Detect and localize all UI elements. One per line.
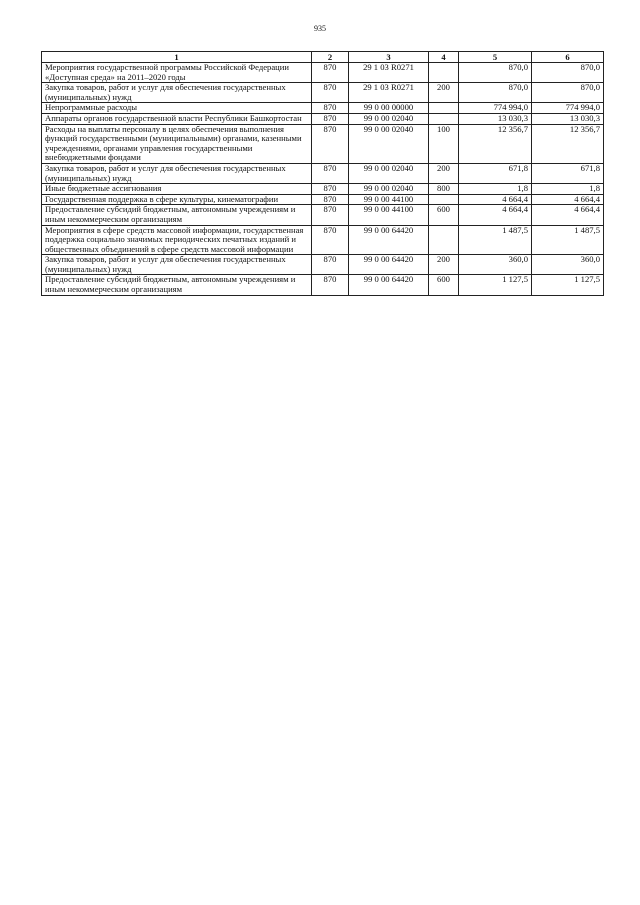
table-row [42,113,604,124]
row-sum-2019-cell: 13 030,3 [459,113,532,124]
row-vr-cell [429,63,459,83]
row-sum-2020-cell: 870,0 [532,63,604,83]
column-header: 4 [429,52,459,63]
row-sum-2019-cell: 774 994,0 [459,103,532,114]
row-sum-2020-cell: 4 664,4 [532,205,604,225]
column-header: 1 [42,52,312,63]
row-sum-2019-cell: 4 664,4 [459,205,532,225]
row-vr-cell [429,194,459,205]
column-header: 6 [532,52,604,63]
table-row [42,124,604,163]
table-row [42,83,604,103]
row-name-cell: Иные бюджетные ассигнования [42,184,312,195]
row-vr-cell [429,113,459,124]
row-sum-2020-cell: 12 356,7 [532,124,604,163]
row-csr-cell: 99 0 00 64420 [349,255,429,275]
row-csr-cell: 29 1 03 R0271 [349,83,429,103]
table-row [42,255,604,275]
row-ved-cell: 870 [312,275,349,295]
row-vr-cell: 100 [429,124,459,163]
table-header [42,52,604,63]
table-row [42,184,604,195]
table-row [42,205,604,225]
row-sum-2020-cell: 1 127,5 [532,275,604,295]
row-name-cell: Мероприятия государственной программы Российской Федерации «Доступная среда» на 2011–2020 годы [42,63,312,83]
row-ved-cell: 870 [312,225,349,255]
row-sum-2019-cell: 1 127,5 [459,275,532,295]
row-name-cell: Закупка товаров, работ и услуг для обеспечения государственных (муниципальных) нужд [42,255,312,275]
row-name-cell: Закупка товаров, работ и услуг для обеспечения государственных (муниципальных) нужд [42,163,312,183]
row-sum-2019-cell: 4 664,4 [459,194,532,205]
row-sum-2019-cell: 12 356,7 [459,124,532,163]
row-ved-cell: 870 [312,163,349,183]
row-csr-cell: 99 0 00 02040 [349,113,429,124]
budget-table [41,51,604,296]
row-vr-cell [429,225,459,255]
row-sum-2019-cell: 1,8 [459,184,532,195]
row-sum-2020-cell: 1 487,5 [532,225,604,255]
column-header: 5 [459,52,532,63]
page-number: 935 [314,24,326,33]
row-ved-cell: 870 [312,124,349,163]
row-csr-cell: 99 0 00 02040 [349,184,429,195]
row-sum-2020-cell: 1,8 [532,184,604,195]
row-vr-cell: 200 [429,255,459,275]
row-ved-cell: 870 [312,83,349,103]
header-row [42,52,604,63]
row-csr-cell: 99 0 00 44100 [349,194,429,205]
row-vr-cell: 600 [429,275,459,295]
table-row [42,275,604,295]
row-vr-cell: 200 [429,163,459,183]
row-sum-2019-cell: 671,8 [459,163,532,183]
row-csr-cell: 29 1 03 R0271 [349,63,429,83]
row-sum-2020-cell: 13 030,3 [532,113,604,124]
row-ved-cell: 870 [312,255,349,275]
row-ved-cell: 870 [312,113,349,124]
row-ved-cell: 870 [312,194,349,205]
row-name-cell: Государственная поддержка в сфере культуры, кинематографии [42,194,312,205]
row-name-cell: Расходы на выплаты персоналу в целях обеспечения выполнения функций государственными (муниципальными) органами, казенными учреждениями, органами управления государственными внебюджетными фондами [42,124,312,163]
row-name-cell: Мероприятия в сфере средств массовой информации, государственная поддержка социально значимых периодических печатных изданий и общественных объединений в сфере средств массовой информации [42,225,312,255]
column-header: 3 [349,52,429,63]
table-row [42,194,604,205]
row-csr-cell: 99 0 00 02040 [349,124,429,163]
row-sum-2019-cell: 1 487,5 [459,225,532,255]
row-sum-2019-cell: 870,0 [459,63,532,83]
row-ved-cell: 870 [312,103,349,114]
row-sum-2019-cell: 870,0 [459,83,532,103]
row-vr-cell: 800 [429,184,459,195]
row-sum-2020-cell: 870,0 [532,83,604,103]
row-csr-cell: 99 0 00 02040 [349,163,429,183]
row-vr-cell: 600 [429,205,459,225]
column-header: 2 [312,52,349,63]
row-name-cell: Предоставление субсидий бюджетным, автономным учреждениям и иным некоммерческим организациям [42,205,312,225]
row-ved-cell: 870 [312,184,349,195]
table-row [42,163,604,183]
row-csr-cell: 99 0 00 44100 [349,205,429,225]
row-vr-cell: 200 [429,83,459,103]
row-name-cell: Предоставление субсидий бюджетным, автономным учреждениям и иным некоммерческим организациям [42,275,312,295]
row-sum-2019-cell: 360,0 [459,255,532,275]
row-name-cell: Аппараты органов государственной власти Республики Башкортостан [42,113,312,124]
row-ved-cell: 870 [312,205,349,225]
row-sum-2020-cell: 774 994,0 [532,103,604,114]
row-name-cell: Непрограммные расходы [42,103,312,114]
table-row [42,225,604,255]
row-sum-2020-cell: 4 664,4 [532,194,604,205]
row-vr-cell [429,103,459,114]
table-body [42,63,604,296]
row-sum-2020-cell: 671,8 [532,163,604,183]
row-csr-cell: 99 0 00 64420 [349,275,429,295]
row-csr-cell: 99 0 00 00000 [349,103,429,114]
row-ved-cell: 870 [312,63,349,83]
table-row [42,103,604,114]
row-name-cell: Закупка товаров, работ и услуг для обеспечения государственных (муниципальных) нужд [42,83,312,103]
table-row [42,63,604,83]
row-csr-cell: 99 0 00 64420 [349,225,429,255]
row-sum-2020-cell: 360,0 [532,255,604,275]
